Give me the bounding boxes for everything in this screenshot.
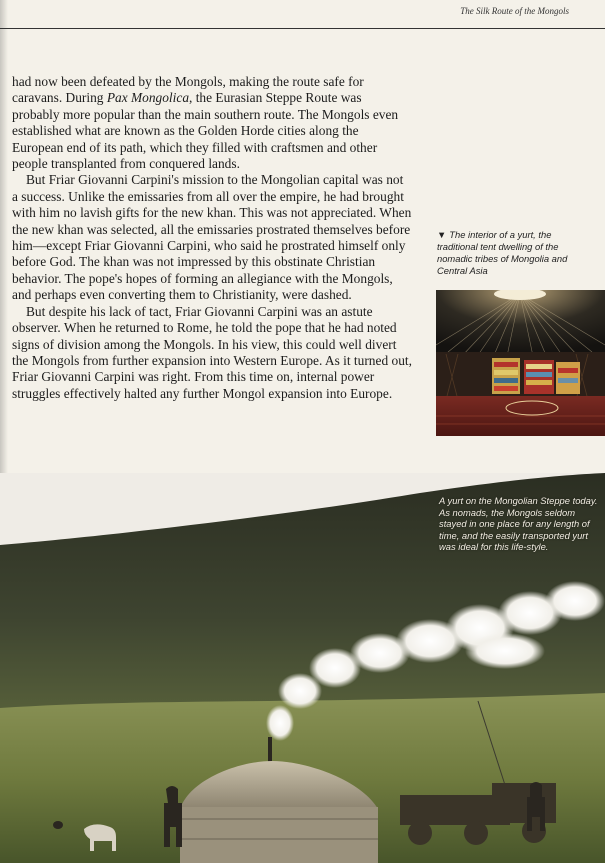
header-rule xyxy=(0,28,605,29)
yurt-interior-caption-text: The interior of a yurt, the traditional tent dwelling of the nomadic tribes of Mongolia and Central Asia xyxy=(437,229,568,276)
paragraph-3: But despite his lack of tact, Friar Giovanni Carpini was an astute observer. When he returned to Rome, he told the pope that he had noted signs of division among the Mongols. In his view, this could well divert the Mongols from further expansion into Western Europe. As it turned out, Friar Giovanni Carpini was right. From this time on, internal power struggles effectively halted any further Mongol expansion into Europe. xyxy=(12,303,412,401)
paragraph-1-end: , the Eurasian Steppe Route was probably more popular than the main southern route. The Mongols even established what are known as the Golden Horde cities along the European end of its path, which they filled with craftsmen and other people transplanted from conquered lands. xyxy=(12,90,399,172)
pax-mongolica-term: Pax Mongolica xyxy=(106,90,190,106)
caption-arrow-icon: ▼ xyxy=(437,229,447,240)
yurt-interior-photo xyxy=(436,290,605,436)
body-text xyxy=(12,74,412,402)
paragraph-2: But Friar Giovanni Carpini's mission to the Mongolian capital was not a success. Unlike the emissaries from all over the empire, he had brought with him no lavish gifts for the new khan. This was not appreciated. When the new khan was selected, all the emissaries prostrated themselves before him—except Friar Giovanni Carpini, who said he prostrated himself only before God. The khan was not impressed by this obstinate Christian behavior. The pope's hopes of forming an allegiance with the Mongols, and perhaps even converting them to Christianity, were dashed. xyxy=(12,172,412,303)
steppe-photo-caption: A yurt on the Mongolian Steppe today. As nomads, the Mongols seldom stayed in one place for any length of time, and the easily transported yurt was ideal for this life-style. xyxy=(439,495,598,553)
running-header: The Silk Route of the Mongols xyxy=(460,6,569,16)
paragraph-1-start: had now been defeated by the Mongols, making the route safe for caravans. During xyxy=(12,74,364,106)
paragraph-1 xyxy=(12,74,412,172)
yurt-interior-caption xyxy=(437,229,587,277)
